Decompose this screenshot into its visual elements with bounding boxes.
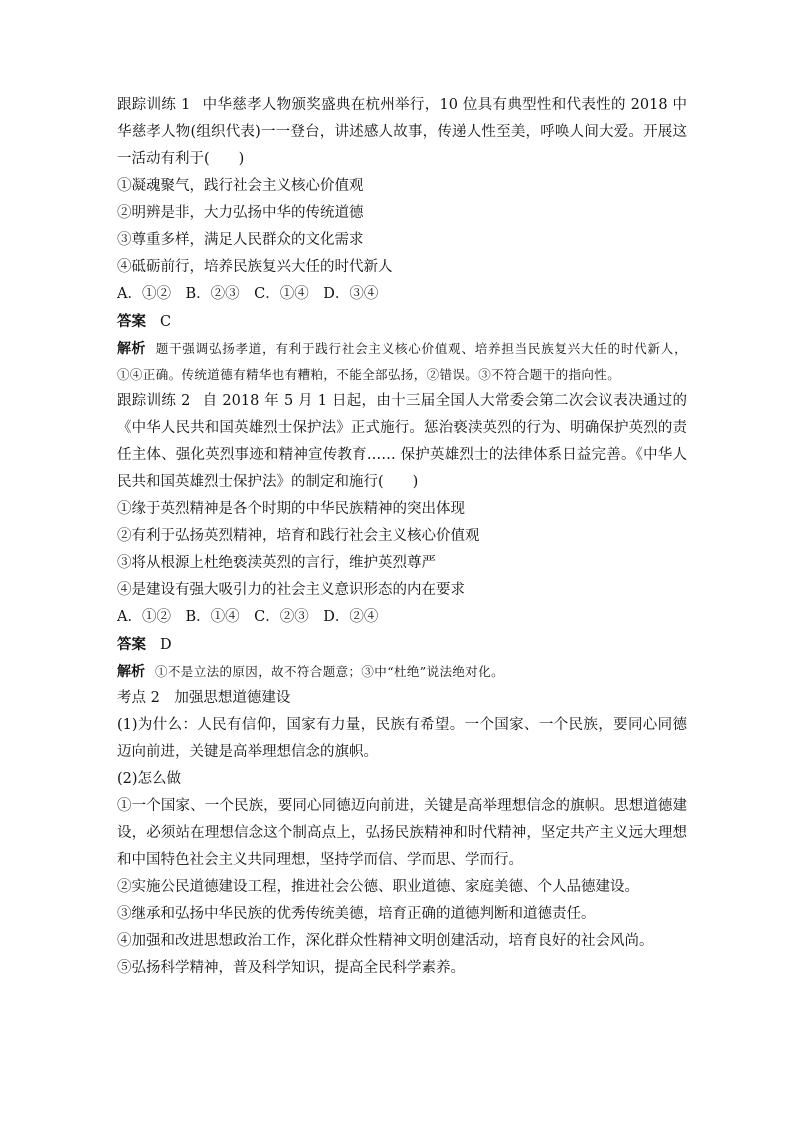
exercise-2-item: ④是建设有强大吸引力的社会主义意识形态的内在要求 [117, 582, 465, 598]
explanation-label: 解析 [117, 341, 146, 357]
exercise-2-options: A．①② B．①④ C．②③ D．②④ [117, 609, 379, 625]
exercise-1-item: ①凝魂聚气，践行社会主义核心价值观 [117, 178, 364, 194]
exercise-1-explanation [117, 336, 687, 388]
answer-label: 答案 [117, 636, 146, 653]
section-how-item: ②实施公民道德建设工程，推进社会公德、职业道德、家庭美德、个人品德建设。 [117, 879, 639, 895]
answer-label: 答案 [117, 313, 146, 330]
exercise-2-answer [117, 631, 687, 659]
section-how-title: (2)怎么做 [117, 771, 182, 787]
exercise-2-item: ②有利于弘扬英烈精神，培育和践行社会主义核心价值观 [117, 528, 480, 544]
exercise-1-item: ③尊重多样，满足人民群众的文化需求 [117, 232, 364, 248]
exercise-1-stem [117, 92, 687, 173]
answer-value: C [160, 314, 172, 330]
exercise-1-options: A．①② B．②③ C．①④ D．③④ [117, 286, 379, 302]
exercise-1-question: 中华慈孝人物颁奖盛典在杭州举行，10 位具有典型性和代表性的 2018 中华慈孝人物(组织代表)一一登台，讲述感人故事，传递人性至美，呼唤人间大爱。开展这一活动有利于( ) [117, 97, 687, 167]
exercise-1-item: ②明辨是非，大力弘扬中华的传统道德 [117, 205, 364, 221]
explanation-text: 题干强调弘扬孝道，有利于践行社会主义核心价值观、培养担当民族复兴大任的时代新人，①④正确。传统道德有精华也有糟粕，不能全部弘扬，②错误。③不符合题干的指向性。 [117, 341, 687, 382]
explanation-label: 解析 [117, 664, 145, 680]
exercise-2-item: ③将从根源上杜绝亵渎英烈的言行，维护英烈尊严 [117, 555, 436, 571]
section-why: (1)为什么：人民有信仰，国家有力量，民族有希望。一个国家、一个民族，要同心同德迈向前进，关键是高举理想信念的旗帜。 [117, 717, 687, 760]
exercise-1-label: 跟踪训练 1 [117, 97, 191, 113]
explanation-text: ①不是立法的原因，故不符合题意；③中“杜绝”说法绝对化。 [155, 664, 504, 679]
exercise-1-item: ④砥砺前行，培养民族复兴大任的时代新人 [117, 259, 393, 275]
exercise-2-item: ①缘于英烈精神是各个时期的中华民族精神的突出体现 [117, 501, 465, 517]
section-how-item: ①一个国家、一个民族，要同心同德迈向前进，关键是高举理想信念的旗帜。思想道德建设，必须站在理想信念这个制高点上，弘扬民族精神和时代精神，坚定共产主义远大理想和中国特色社会主义共同理想，坚持学而信、学而思、学而行。 [117, 798, 687, 868]
section-how-item: ⑤弘扬科学精神，普及科学知识，提高全民科学素养。 [117, 960, 465, 976]
section-heading: 考点 2 加强思想道德建设 [117, 690, 291, 706]
exercise-2-explanation [117, 659, 687, 685]
section-how-item: ③继承和弘扬中华民族的优秀传统美德，培育正确的道德判断和道德责任。 [117, 906, 596, 922]
document-page [117, 92, 687, 982]
answer-value: D [160, 637, 172, 653]
exercise-1-answer [117, 308, 687, 336]
exercise-2-question: 自 2018 年 5 月 1 日起，由十三届全国人大常委会第二次会议表决通过的《中华人民共和国英雄烈士保护法》正式施行。惩治亵渎英烈的行为、明确保护英烈的责任主体、强化英烈事迹和精神宣传教育…… 保护英雄烈士的法律体系日益完善。《中华人民共和国英雄烈士保护法》的制定和施行( ) [117, 393, 687, 490]
exercise-2-stem [117, 388, 687, 496]
section-how-item: ④加强和改进思想政治工作，深化群众性精神文明创建活动，培育良好的社会风尚。 [117, 933, 654, 949]
exercise-2-label: 跟踪训练 2 [117, 393, 191, 409]
